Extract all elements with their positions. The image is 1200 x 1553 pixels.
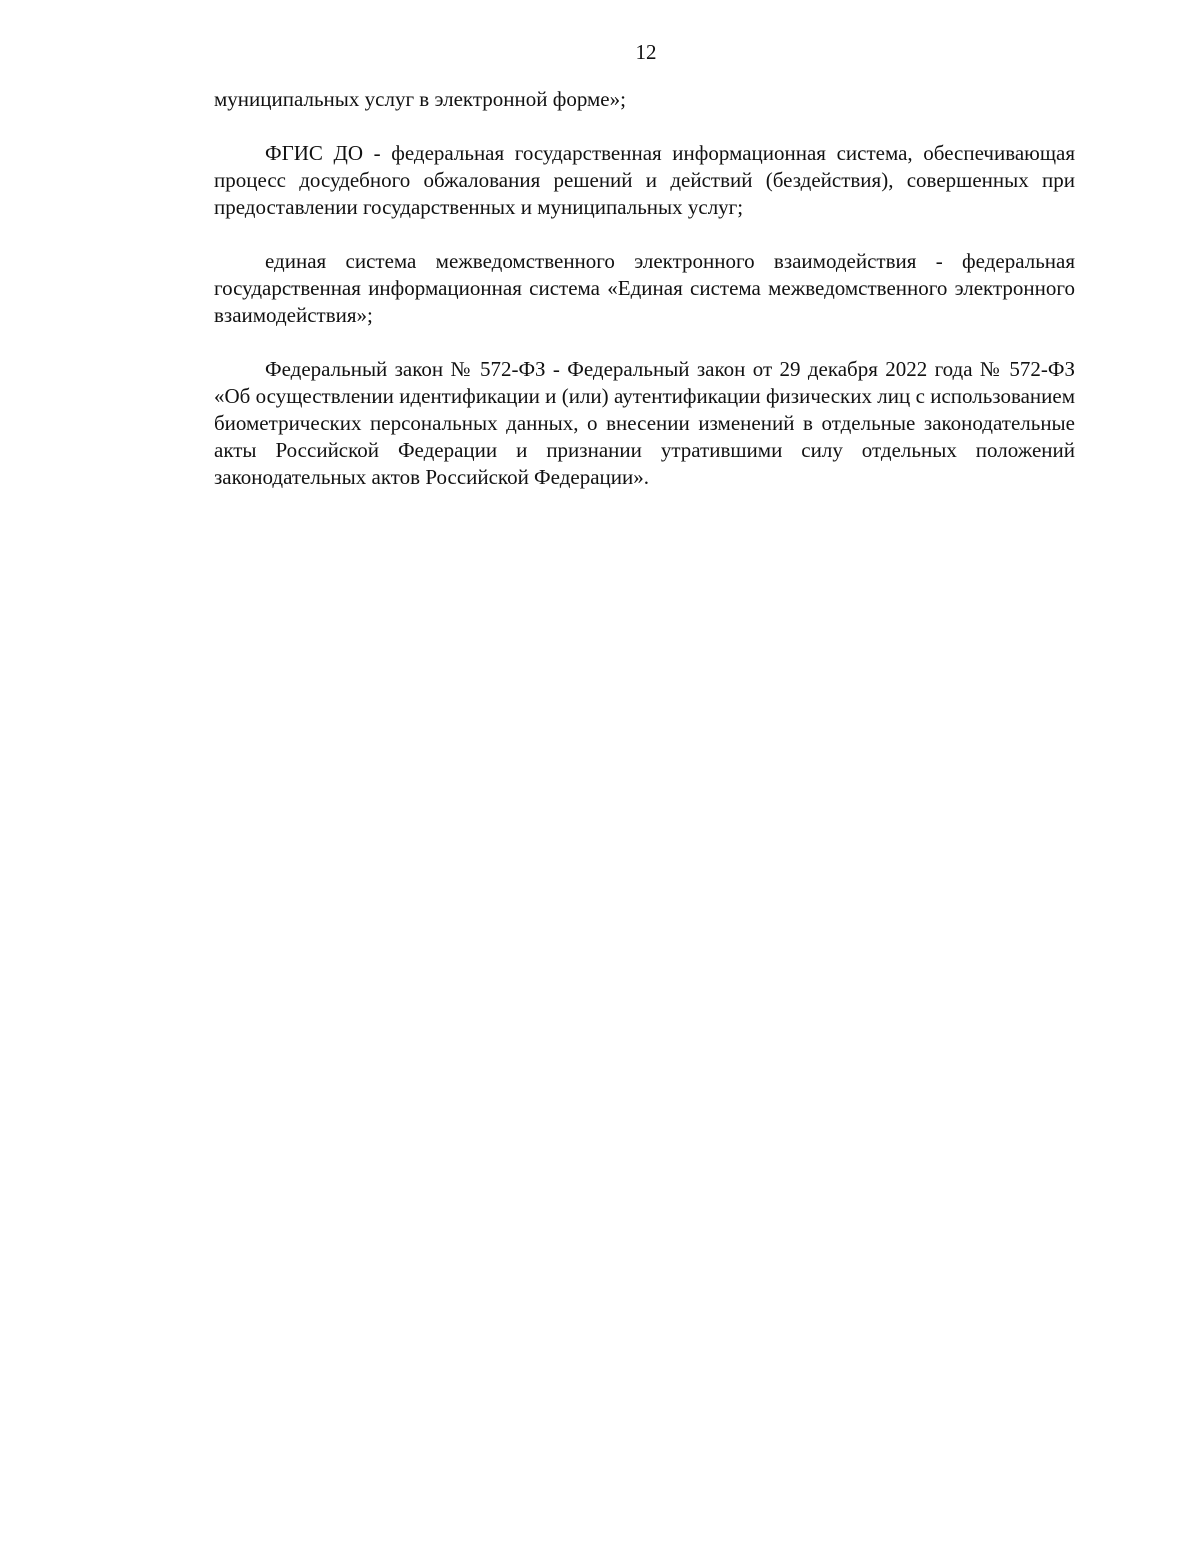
page-number: 12 [635,40,657,64]
paragraph-smev-definition: единая система межведомственного электронного взаимодействия - федеральная государственная информационная система «Единая система межведомственного электронного взаимодействия»; [214,249,1075,327]
paragraph-federal-law-definition: Федеральный закон № 572-ФЗ - Федеральный закон от 29 декабря 2022 года № 572-ФЗ «Об осуществлении идентификации и (или) аутентификации физических лиц с использованием биометрических персональных данных, о внесении изменений в отдельные законодательные акты Российской Федерации и признании утратившими силу отдельных положений законодательных актов Российской Федерации». [214,357,1075,489]
paragraph-fgis-do-definition: ФГИС ДО - федеральная государственная информационная система, обеспечивающая процесс досудебного обжалования решений и действий (бездействия), совершенных при предоставлении государственных и муниципальных услуг; [214,141,1075,219]
paragraph-continuation: муниципальных услуг в электронной форме»; [214,87,626,111]
document-body [214,86,1075,518]
